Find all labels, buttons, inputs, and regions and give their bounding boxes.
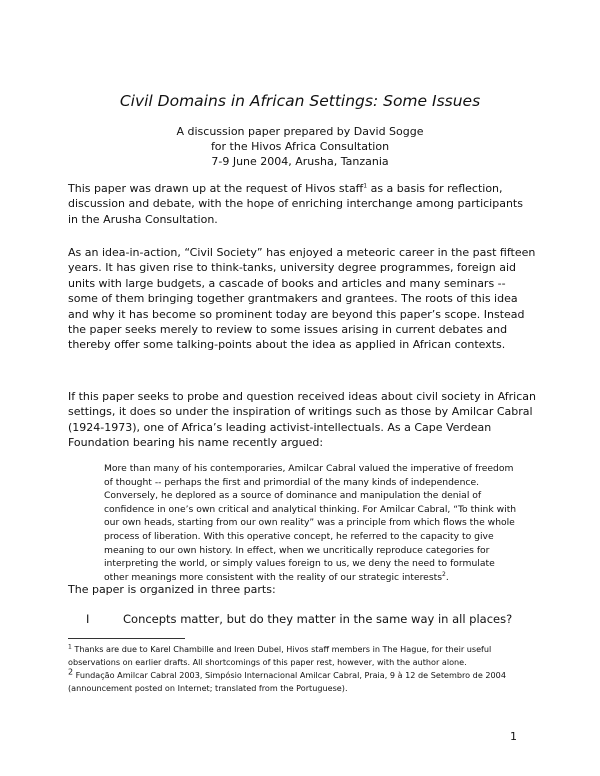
footnote-1-number: 1 [68,643,72,651]
block-quote-text: More than many of his contemporaries, Amilcar Cabral valued the imperative of freedom of thought -- perhaps the first and primordial of the many kinds of independence. Conversely, he deplored as a source of dominance and manipulation the denial of confidence in one’s own critical and analytical thinking. For Amilcar Cabral, “To think with our own heads, starting from our own reality” was a principle from which flows the whole process of liberation. With this operative concept, he referred to the capacity to give meaning to our own history. In effect, when we uncritically reproduce categories for interpreting the world, or simply values foreign to us, we deny the need to formulate other meanings more consistent with the reality of our strategic interests [104,463,517,583]
footnote-1 [68,643,538,668]
paragraph-cabral: If this paper seeks to probe and question received ideas about civil society in African settings, it does so under the inspiration of writings such as those by Amilcar Cabral (1924-1973), one of Africa’s leading activist-intellectuals. As a Cape Verdean Foundation bearing his name recently argued: [68,390,536,450]
block-quote [104,462,518,584]
footnote-separator [68,638,185,639]
subtitle-block [0,124,600,169]
subtitle-author-line: A discussion paper prepared by David Sogge [176,125,424,138]
paragraph-intro [68,181,536,227]
paragraph-intro-start: This paper was drawn up at the request of Hivos staff [68,182,364,195]
page-title: Civil Domains in African Settings: Some Issues [119,92,481,110]
paragraph-civil-society: As an idea-in-action, “Civil Society” has enjoyed a meteoric career in the past fifteen years. It has given rise to think-tanks, university degree programmes, foreign aid units with large budgets, a cascade of books and articles and many seminars -- some of them bringing together grantmakers and grantees. The roots of this idea and why it has become so prominent today are beyond this paper’s scope. Instead the paper seeks merely to review to some issues arising in current debates and thereby offer some talking-points about the idea as applied in African contexts. [68,246,536,352]
subtitle-date-line: 7-9 June 2004, Arusha, Tanzania [211,155,389,168]
paragraph-intro-end: as a basis for reflection, discussion and debate, with the hope of enriching interchange among participants in the Arusha Consultation. [68,182,523,226]
footnote-2-number: 2 [68,667,74,677]
page-number: 1 [510,730,517,743]
footnote-2-text: Fundação Amilcar Cabral 2003, Simpósio Internacional Amilcar Cabral, Praia, 9 à 12 de Setembro de 2004 (announcement posted on Internet; translated from the Portuguese). [68,670,506,693]
footnote-1-text: Thanks are due to Karel Chambille and Ireen Dubel, Hivos staff members in The Hague, for their useful observations on earlier drafts. All shortcomings of this paper rest, however, with the author alone. [68,644,492,667]
footnote-ref-1[interactable]: 1 [363,182,368,190]
list-item-text: Concepts matter, but do they matter in the same way in all places? [123,612,513,626]
paragraph-organization: The paper is organized in three parts: [68,583,276,596]
footnote-2 [68,669,538,694]
footnote-ref-2[interactable]: 2 [442,570,446,578]
block-quote-end: . [445,571,449,583]
subtitle-event-line: for the Hivos Africa Consultation [210,140,390,153]
list-item-number: I [86,612,90,626]
